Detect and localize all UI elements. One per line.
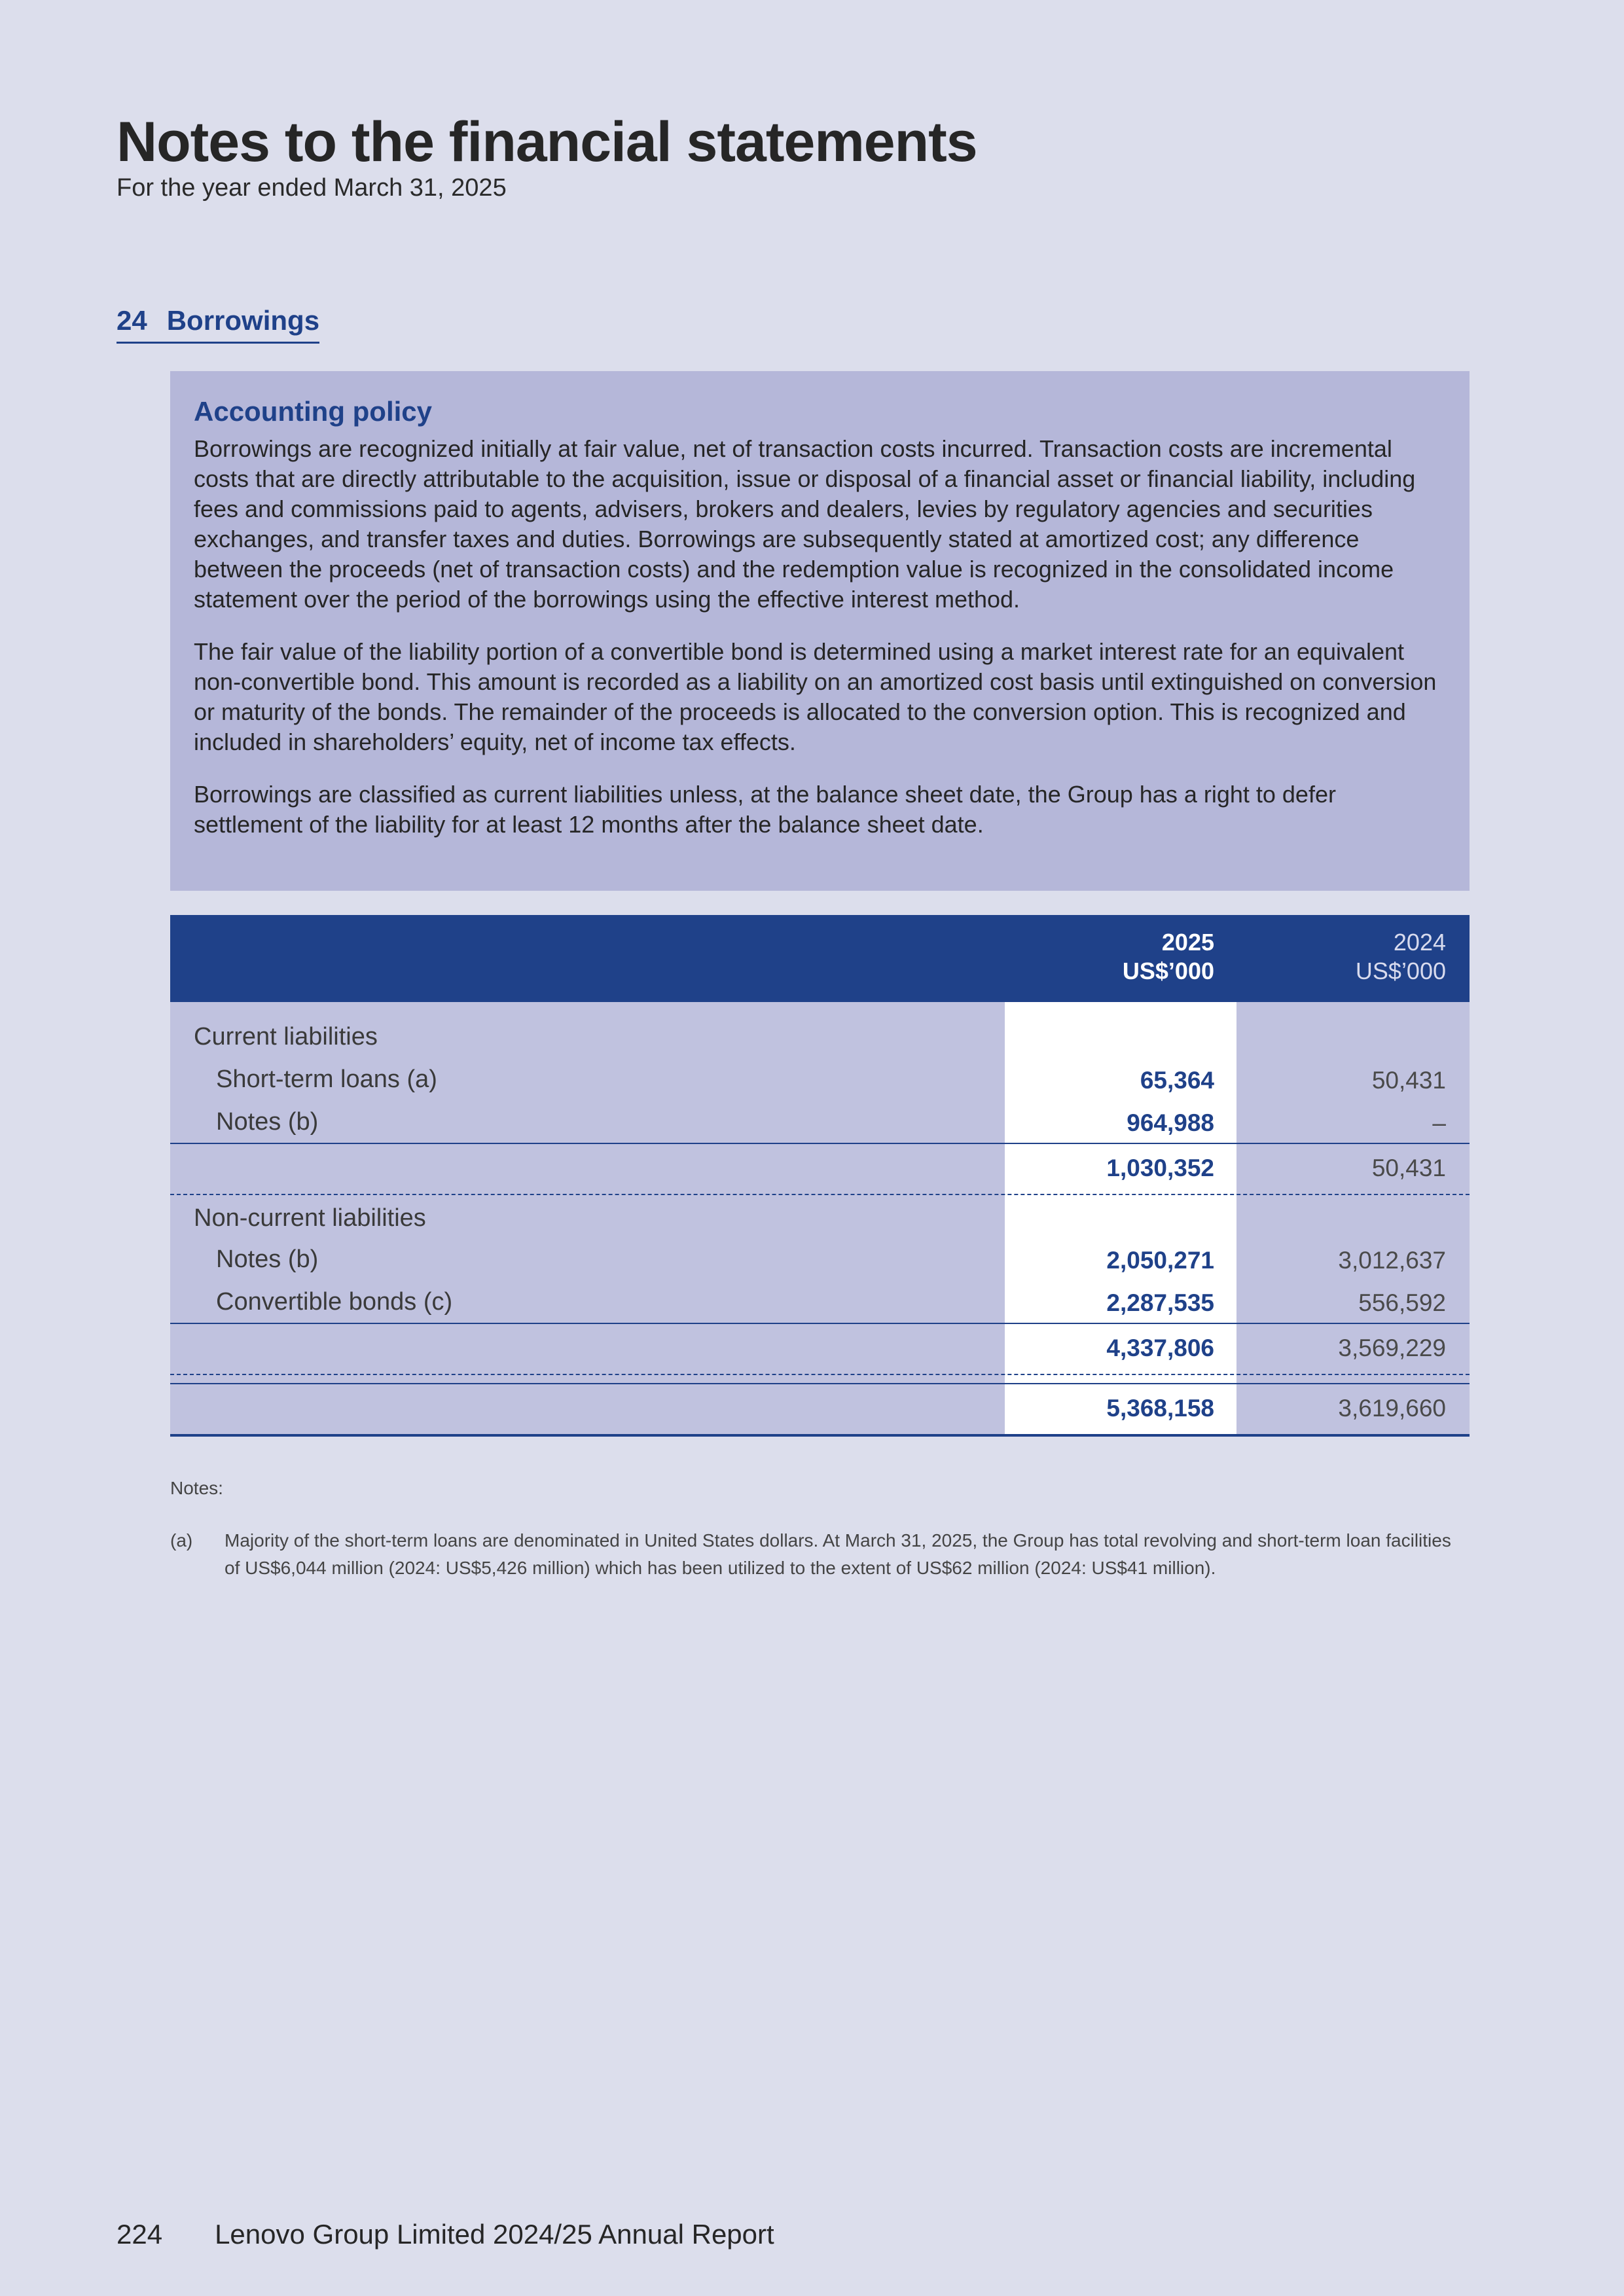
policy-paragraph: Borrowings are classified as current liabilities unless, at the balance sheet date, the Group has a right to defer settlement of the liability for at least 12 months after the balance sheet date. [194, 781, 1336, 838]
table-body [170, 1002, 1470, 1437]
row-label: Notes (b) [216, 1246, 319, 1273]
report-title: Lenovo Group Limited 2024/25 Annual Report [215, 2219, 774, 2250]
table-header [170, 915, 1470, 1002]
note-text: Majority of the short-term loans are denominated in United States dollars. At March 31, 2025, the Group has total revolving and short-term loan facilities of US$6,044 million (2024: US$5,426 million) which has been utilized to the extent of US$62 million (2024: US$41 million). [225, 1530, 1451, 1578]
header-2025 [1123, 928, 1214, 986]
table-row [170, 1015, 1470, 1058]
value-2025: 65,364 [1140, 1067, 1214, 1094]
notes-label: Notes: [170, 1478, 223, 1498]
current-subtotal-2024: 50,431 [1371, 1155, 1446, 1181]
row-label: Notes (b) [216, 1108, 319, 1136]
value-2024: 556,592 [1358, 1289, 1446, 1316]
accounting-policy-box [170, 371, 1470, 891]
page-number: 224 [117, 2219, 163, 2250]
total-2024: 3,619,660 [1338, 1395, 1446, 1422]
table-row [170, 1280, 1470, 1323]
section-heading [117, 305, 319, 344]
row-label: Convertible bonds (c) [216, 1288, 453, 1316]
value-2024: 3,012,637 [1338, 1247, 1446, 1274]
header-2025-unit: US$’000 [1122, 958, 1214, 984]
value-2024: – [1432, 1109, 1446, 1136]
value-2025: 964,988 [1127, 1109, 1214, 1136]
dashed-rule [170, 1374, 1470, 1375]
section-number: 24 [117, 305, 147, 336]
header-2024-unit: US$’000 [1355, 958, 1446, 984]
table-row [170, 1058, 1470, 1100]
bottom-rule [170, 1434, 1470, 1437]
non-current-subtotal-2024: 3,569,229 [1338, 1335, 1446, 1361]
non-current-subtotal-2025: 4,337,806 [1106, 1335, 1214, 1361]
current-subtotal-2025: 1,030,352 [1106, 1155, 1214, 1181]
non-current-liabilities-heading: Non-current liabilities [194, 1204, 426, 1232]
subtotal-row [170, 1144, 1470, 1194]
total-2025: 5,368,158 [1106, 1395, 1214, 1422]
page-footer [117, 2219, 774, 2250]
policy-paragraph: Borrowings are recognized initially at fair value, net of transaction costs incurred. Transaction costs are incremental costs that are directly attributable to the acquisition, issue or disposal of a financial asset or financial liability, including fees and commissions paid to agents, advisers, brokers and dealers, levies by regulatory agencies and securities exchanges, and transfer taxes and duties. Borrowings are subsequently stated at amortized cost; any difference between the proceeds (net of transaction costs) and the redemption value is recognized in the consolidated income statement over the period of the borrowings using the effective interest method. [194, 435, 1416, 613]
total-row [170, 1384, 1470, 1434]
page-subtitle: For the year ended March 31, 2025 [117, 174, 507, 202]
borrowings-table [170, 915, 1470, 1437]
table-row [170, 1238, 1470, 1280]
value-2025: 2,050,271 [1106, 1247, 1214, 1274]
current-liabilities-heading: Current liabilities [194, 1023, 378, 1050]
table-row [170, 1195, 1470, 1238]
policy-paragraph: The fair value of the liability portion of a convertible bond is determined using a market interest rate for an equivalent non-convertible bond. This amount is recorded as a liability on an amortized cost basis until extinguished on conversion or maturity of the bonds. The remainder of the proceeds is allocated to the conversion option. This is recognized and included in shareholders’ equity, net of income tax effects. [194, 638, 1437, 755]
page-title: Notes to the financial statements [117, 111, 977, 173]
spacer [170, 1002, 1470, 1015]
value-2024: 50,431 [1371, 1067, 1446, 1094]
table-row [170, 1100, 1470, 1143]
header-2024-year: 2024 [1393, 929, 1446, 956]
section-title: Borrowings [166, 305, 320, 336]
policy-title: Accounting policy [194, 396, 433, 427]
header-2025-year: 2025 [1161, 929, 1214, 956]
note-item [170, 1527, 1470, 1582]
row-label: Short-term loans (a) [216, 1066, 437, 1093]
value-2025: 2,287,535 [1106, 1289, 1214, 1316]
subtotal-row [170, 1324, 1470, 1374]
note-marker: (a) [170, 1530, 193, 1551]
header-2024 [1356, 928, 1446, 986]
